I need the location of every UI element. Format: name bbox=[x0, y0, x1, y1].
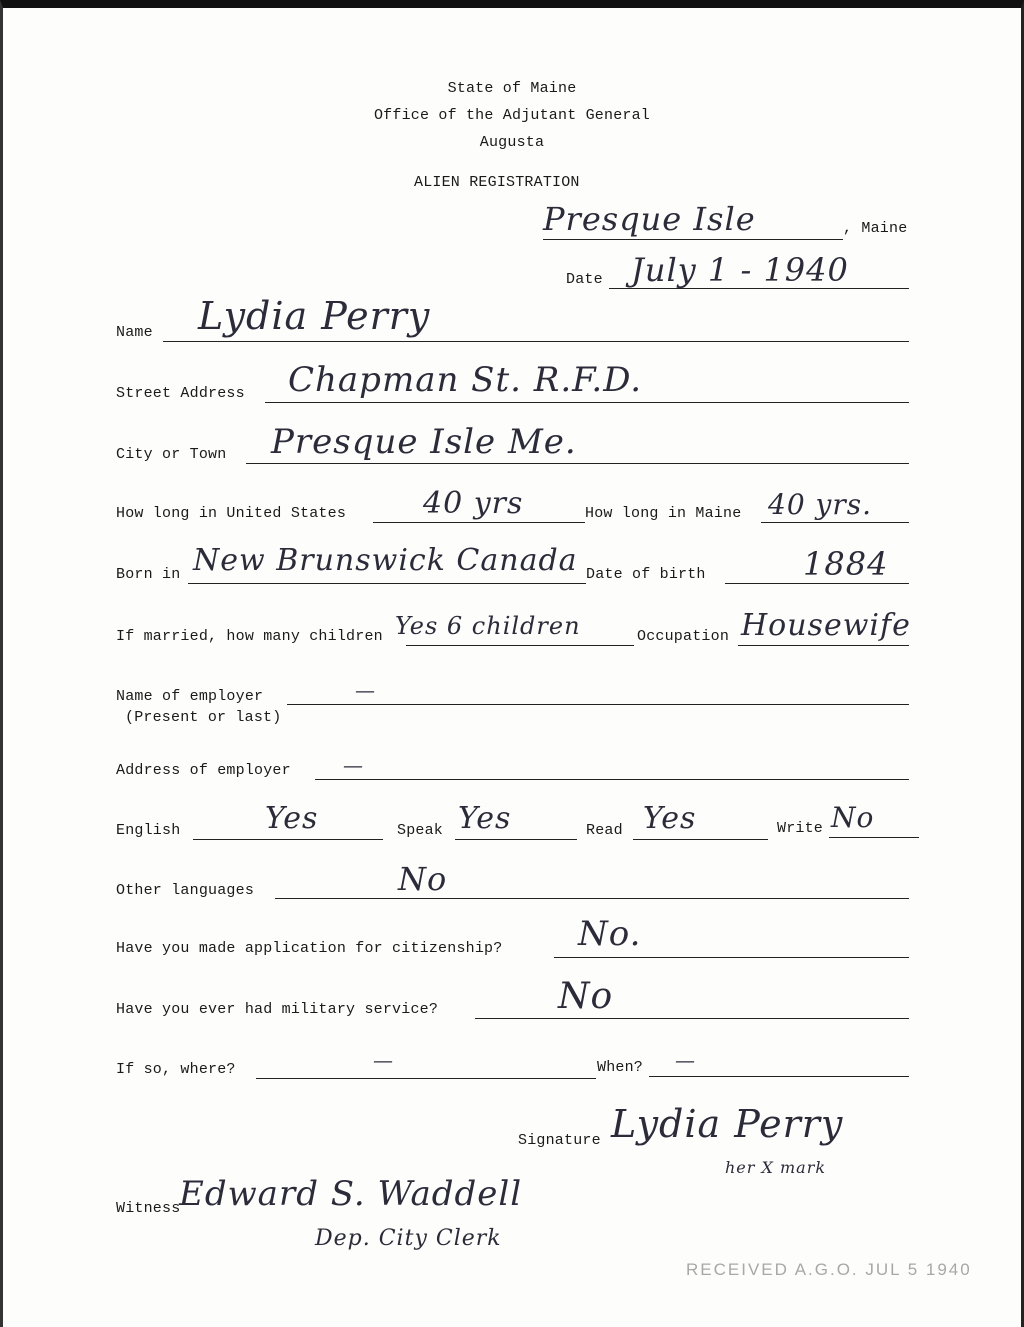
witness-title: Dep. City Clerk bbox=[315, 1226, 502, 1251]
how-long-us-label: How long in United States bbox=[116, 505, 347, 522]
english-value: Yes bbox=[265, 801, 319, 836]
date-of-birth-value: 1884 bbox=[803, 545, 889, 583]
other-languages-line bbox=[275, 898, 909, 899]
children-line bbox=[406, 645, 634, 646]
citizenship-label: Have you made application for citizenship? bbox=[116, 940, 503, 957]
city-line bbox=[246, 463, 909, 464]
town-line bbox=[543, 239, 843, 240]
read-label: Read bbox=[586, 822, 623, 839]
employer-address-line bbox=[315, 779, 909, 780]
signature-value: Lydia Perry bbox=[611, 1102, 844, 1146]
state-heading: State of Maine bbox=[447, 80, 577, 97]
born-in-line bbox=[188, 583, 586, 584]
witness-value: Edward S. Waddell bbox=[179, 1174, 523, 1214]
how-long-us-value: 40 yrs bbox=[423, 486, 524, 521]
form-title: ALIEN REGISTRATION bbox=[414, 174, 580, 191]
when-label: When? bbox=[597, 1059, 644, 1076]
employer-address-label: Address of employer bbox=[116, 762, 291, 779]
how-long-us-line bbox=[373, 522, 585, 523]
born-in-label: Born in bbox=[116, 566, 181, 583]
write-label: Write bbox=[777, 820, 824, 837]
date-label: Date bbox=[566, 271, 603, 288]
date-of-birth-label: Date of birth bbox=[586, 566, 706, 583]
town-value: Presque Isle bbox=[543, 200, 756, 238]
english-line bbox=[193, 839, 383, 840]
name-line bbox=[163, 341, 909, 342]
occupation-line bbox=[738, 645, 909, 646]
street-line bbox=[265, 402, 909, 403]
occupation-value: Housewife bbox=[741, 608, 911, 643]
employer-value: — bbox=[355, 678, 376, 702]
how-long-maine-value: 40 yrs. bbox=[768, 488, 873, 521]
street-value: Chapman St. R.F.D. bbox=[288, 360, 643, 400]
speak-value: Yes bbox=[458, 801, 512, 836]
employer-address-value: — bbox=[343, 753, 364, 777]
where-value: — bbox=[373, 1048, 394, 1072]
speak-label: Speak bbox=[397, 822, 444, 839]
signature-label: Signature bbox=[518, 1132, 601, 1149]
write-line bbox=[829, 837, 919, 838]
write-value: No bbox=[831, 801, 875, 834]
occupation-label: Occupation bbox=[637, 628, 730, 645]
military-label: Have you ever had military service? bbox=[116, 1001, 439, 1018]
military-line bbox=[475, 1018, 909, 1019]
maine-label: , Maine bbox=[843, 220, 908, 237]
children-label: If married, how many children bbox=[116, 628, 383, 645]
how-long-maine-line bbox=[761, 522, 909, 523]
signature-mark-note: her X mark bbox=[725, 1158, 827, 1177]
name-value: Lydia Perry bbox=[198, 294, 431, 338]
when-line bbox=[649, 1076, 909, 1077]
military-value: No bbox=[558, 976, 614, 1017]
city-heading: Augusta bbox=[479, 134, 545, 151]
date-value: July 1 - 1940 bbox=[631, 251, 849, 289]
employer-label: Name of employer bbox=[116, 688, 264, 705]
employer-line bbox=[287, 704, 909, 705]
city-value: Presque Isle Me. bbox=[271, 422, 577, 462]
citizenship-line bbox=[554, 957, 909, 958]
how-long-maine-label: How long in Maine bbox=[585, 505, 742, 522]
read-line bbox=[633, 839, 768, 840]
read-value: Yes bbox=[643, 801, 697, 836]
when-value: — bbox=[675, 1048, 696, 1072]
english-label: English bbox=[116, 822, 181, 839]
received-stamp: RECEIVED A.G.O. JUL 5 1940 bbox=[686, 1260, 972, 1279]
other-languages-label: Other languages bbox=[116, 882, 255, 899]
born-in-value: New Brunswick Canada bbox=[193, 543, 578, 578]
where-line bbox=[256, 1078, 596, 1079]
name-label: Name bbox=[116, 324, 153, 341]
street-label: Street Address bbox=[116, 385, 245, 402]
speak-line bbox=[455, 839, 577, 840]
citizenship-value: No. bbox=[578, 914, 642, 954]
office-heading: Office of the Adjutant General bbox=[373, 107, 651, 124]
other-languages-value: No bbox=[398, 860, 448, 898]
employer-sub-label: (Present or last) bbox=[125, 709, 282, 726]
children-value: Yes 6 children bbox=[395, 612, 581, 640]
date-of-birth-line bbox=[725, 583, 909, 584]
where-label: If so, where? bbox=[116, 1061, 236, 1078]
city-label: City or Town bbox=[116, 446, 227, 463]
witness-label: Witness bbox=[116, 1200, 181, 1217]
